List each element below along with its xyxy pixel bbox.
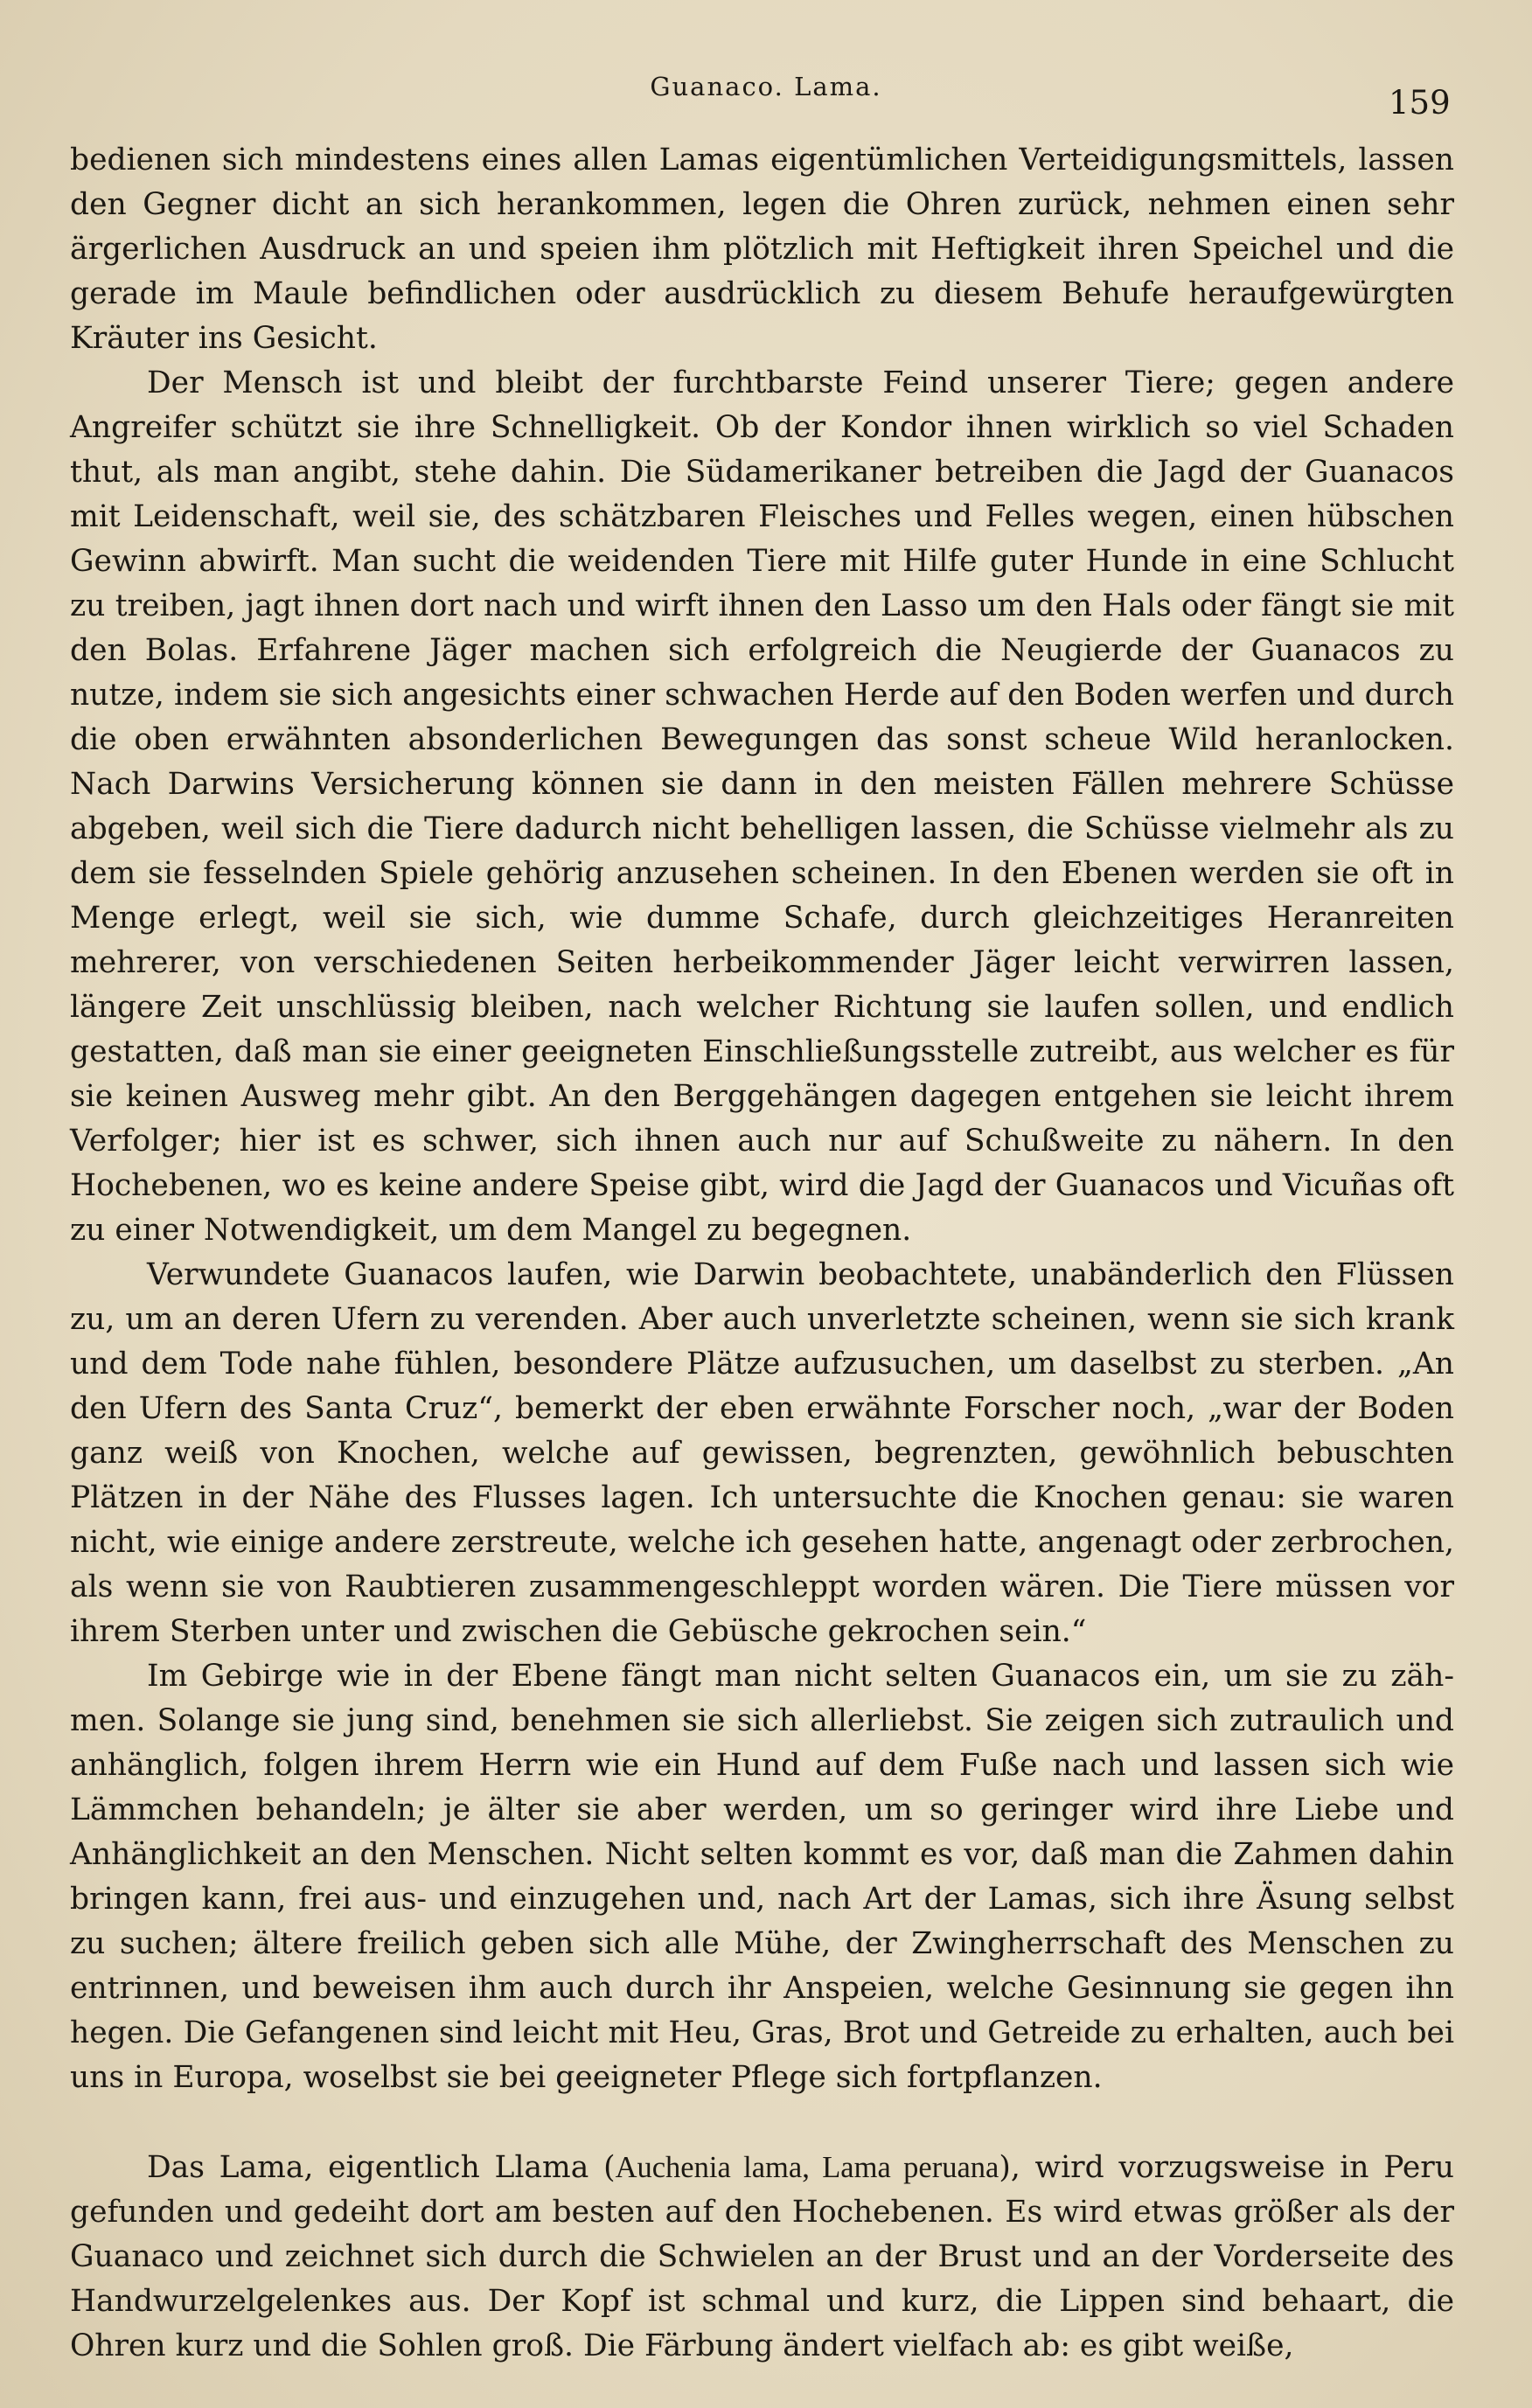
text-body	[70, 138, 1454, 2369]
lama-latin-names: Auchenia lama, Lama peruana	[615, 2151, 999, 2184]
paragraph-lama	[70, 2146, 1454, 2369]
page-number: 159	[1389, 84, 1451, 122]
paragraph-taming: Im Gebirge wie in der Ebene fängt man nicht selten Guanacos ein, um sie zu zähmen. Solange sie jung sind, benehmen sie sich allerliebst. Sie zeigen sich zutraulich und anhänglich, folgen ihrem Herrn wie ein Hund auf dem Fuße nach und lassen sich wie Lämmchen behandeln; je älter sie aber werden, um so geringer wird ihre Liebe und Anhänglichkeit an den Menschen. Nicht selten kommt es vor, daß man die Zahmen dahin bringen kann, frei aus- und einzugehen und, nach Art der Lamas, sich ihre Äsung selbst zu suchen; ältere freilich geben sich alle Mühe, der Zwingherrschaft des Menschen zu entrinnen, und beweisen ihm auch durch ihr Anspeien, welche Gesinnung sie gegen ihn hegen. Die Gefangenen sind leicht mit Heu, Gras, Brot und Getreide zu erhalten, auch bei uns in Europa, woselbst sie bei geeigneter Pflege sich fortpflanzen.	[70, 1659, 1454, 2095]
paragraph-defense: bedienen sich mindestens eines allen Lamas eigentümlichen Verteidigungsmittels, lassen den Gegner dicht an sich herankommen, legen die Ohren zurück, nehmen einen sehr ärgerlichen Ausdruck an und speien ihm plötzlich mit Heftigkeit ihren Speichel und die gerade im Maule befindlichen oder ausdrücklich zu diesem Behufe heraufgewürgten Kräuter ins Gesicht.	[70, 143, 1454, 356]
paragraph-hunting: Der Mensch ist und bleibt der furchtbarste Feind unserer Tiere; gegen andere Angreifer schützt sie ihre Schnelligkeit. Ob der Kondor ihnen wirklich so viel Schaden thut, als man angibt, stehe dahin. Die Südamerikaner betreiben die Jagd der Guanacos mit Leidenschaft, weil sie, des schätzbaren Fleisches und Felles wegen, einen hübschen Gewinn abwirft. Man sucht die weidenden Tiere mit Hilfe guter Hunde in eine Schlucht zu treiben, jagt ihnen dort nach und wirft ihnen den Lasso um den Hals oder fängt sie mit den Bolas. Erfahrene Jäger machen sich erfolgreich die Neugierde der Guanacos zu nutze, indem sie sich angesichts einer schwachen Herde auf den Boden werfen und durch die oben erwähnten absonderlichen Bewegungen das sonst scheue Wild heranlocken. Nach Darwins Versicherung können sie dann in den meisten Fällen mehrere Schüsse abgeben, weil sich die Tiere dadurch nicht behelligen lassen, die Schüsse vielmehr als zu dem sie fesselnden Spiele gehörig anzusehen scheinen. In den Ebenen werden sie oft in Menge erlegt, weil sie sich, wie dumme Schafe, durch gleichzeitiges Heranreiten mehrerer, von verschiedenen Seiten herbeikommender Jäger leicht verwirren lassen, längere Zeit unschlüssig bleiben, nach welcher Richtung sie laufen sollen, und endlich gestatten, daß man sie einer geeigneten Einschließungsstelle zutreibt, aus welcher es für sie keinen Ausweg mehr gibt. An den Berggehängen dagegen entgehen sie leicht ihrem Verfolger; hier ist es schwer, sich ihnen auch nur auf Schußweite zu nähern. In den Hochebenen, wo es keine andere Speise gibt, wird die Jagd der Guanacos und Vicuñas oft zu einer Notwendigkeit, um dem Mangel zu begegnen.	[70, 365, 1454, 1248]
running-title: Guanaco. Lama.	[650, 72, 882, 101]
lama-lead-text: Das Lama, eigentlich Llama (	[147, 2150, 616, 2185]
lama-rest-text: ), wird vorzugsweise in Peru gefunden und gedeiht dort am besten auf den Hochebenen. Es wird etwas größer als der Guanaco und zeichnet sich durch die Schwielen an der Brust und an der Vorderseite des Handwurzelgelenkes aus. Der Kopf ist schmal und kurz, die Lippen sind behaart, die Ohren kurz und die Sohlen groß. Die Färbung ändert vielfach ab: es gibt weiße,	[70, 2150, 1454, 2363]
paragraph-dying-places: Verwundete Guanacos laufen, wie Darwin beobachtete, unabänderlich den Flüssen zu, um an deren Ufern zu verenden. Aber auch unverletzte scheinen, wenn sie sich krank und dem Tode nahe fühlen, besondere Plätze aufzusuchen, um daselbst zu sterben. „An den Ufern des Santa Cruz“, bemerkt der eben erwähnte Forscher noch, „war der Boden ganz weiß von Knochen, welche auf gewissen, begrenzten, gewöhnlich bebuschten Plätzen in der Nähe des Flusses lagen. Ich untersuchte die Knochen genau: sie waren nicht, wie einige andere zerstreute, welche ich gesehen hatte, angenagt oder zerbrochen, als wenn sie von Raubtieren zusammengeschleppt worden wären. Die Tiere müssen vor ihrem Sterben unter und zwischen die Gebüsche gekrochen sein.“	[70, 1257, 1454, 1649]
